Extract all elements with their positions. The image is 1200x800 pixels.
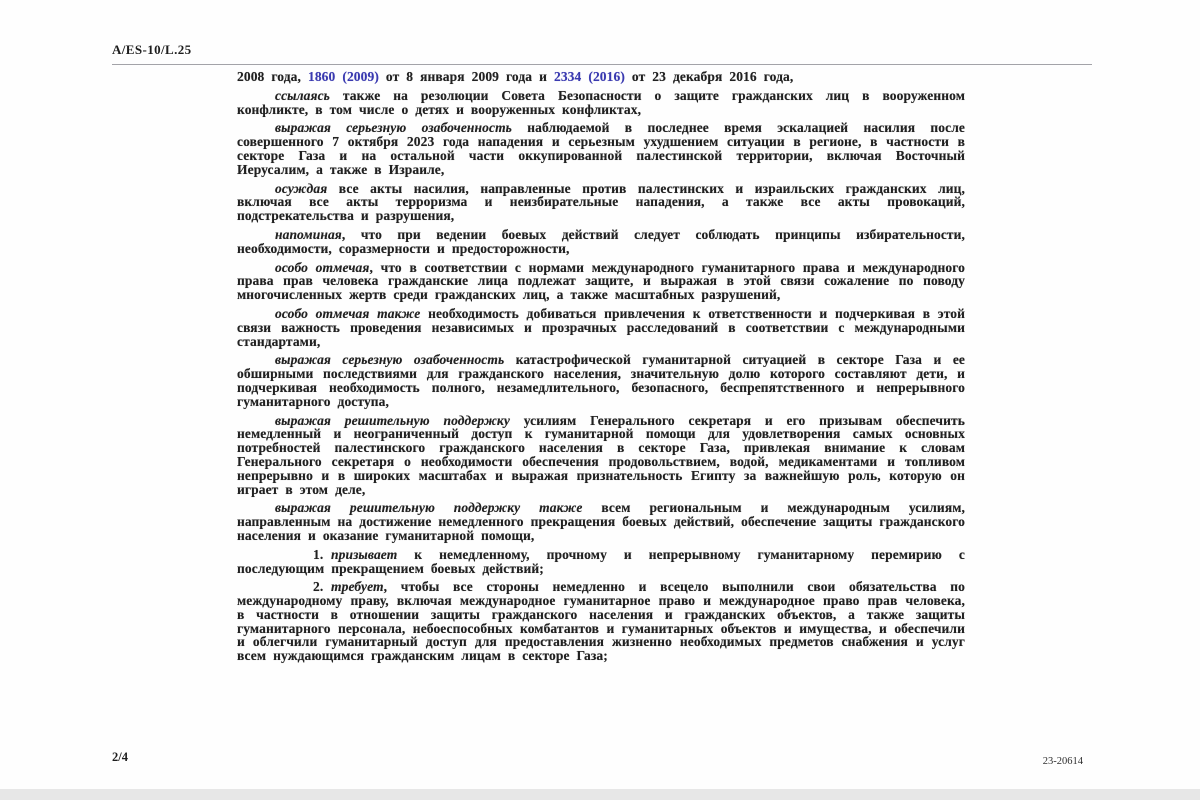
resolution-link[interactable]: 2334 (2016): [553, 70, 625, 84]
document-body: [237, 70, 965, 750]
body-text: от 23 декабря 2016 года,: [624, 70, 794, 84]
body-text: катастрофической гуманитарной ситуацией в секторе Газа и ее обширными последствиями для гражданского населения, значительную долю которого составляют дети, и подчеркивая необходимость полного, незамедлительного, безопасного, беспрепятственного и непрерывного гуманитарного доступа,: [237, 352, 965, 409]
paragraph: [237, 501, 965, 542]
emphasis-text: выражая серьезную озабоченность: [275, 120, 512, 136]
paragraph: [237, 89, 965, 117]
body-text: от 8 января 2009 года и: [378, 70, 554, 84]
job-number: 23-20614: [1042, 756, 1083, 767]
paragraph: [237, 261, 965, 302]
paragraph: [237, 70, 965, 84]
body-text: к немедленному, прочному и непрерывному гуманитарному перемирию с последующим прекращением боевых действий;: [237, 546, 965, 576]
page-number: 2/4: [112, 750, 128, 764]
paragraph: [237, 228, 965, 256]
emphasis-text: осуждая: [275, 180, 328, 196]
emphasis-text: особо отмечая: [275, 259, 370, 275]
emphasis-text: напоминая: [275, 226, 342, 242]
header-rule: [112, 64, 1092, 65]
document-symbol: A/ES-10/L.25: [112, 42, 192, 57]
emphasis-text: выражая решительную поддержку: [275, 412, 510, 428]
resolution-link[interactable]: 1860 (2009): [307, 70, 379, 84]
paragraph: [237, 414, 965, 497]
body-text: все акты насилия, направленные против палестинских и израильских гражданских лиц, включая все акты терроризма и неизбирательные нападения, а также все акты провокаций, подстрекательства и разрушения,: [237, 180, 965, 224]
body-text: усилиям Генерального секретаря и его призывам обеспечить немедленный и неограниченный доступ к гуманитарной помощи для удовлетворения самых основных потребностей палестинского гражданского населения в секторе Газа, привлекая внимание к словам Генерального секретаря о необходимости обеспечения продовольствием, водой, медикаментами и топливом непрерывно и в широких масштабах и выражая признательность Египту за важнейшую роль, которую он играет в этом деле,: [237, 412, 965, 497]
body-text: 2008 года,: [237, 70, 308, 84]
paragraph-number: 2.: [313, 579, 324, 595]
paragraph: [237, 307, 965, 348]
paragraph: [237, 548, 965, 576]
body-text: , что при ведении боевых действий следует соблюдать принципы избирательности, необходимости, соразмерности и предосторожности,: [237, 226, 965, 256]
body-text: , чтобы все стороны немедленно и всецело выполнили свои обязательства по международному праву, включая международное гуманитарное право и международное право прав человека, в частности в отношении защиты гражданского населения и гражданских объектов, а также защиты гуманитарного персонала, небоеспособных комбатантов и гуманитарных объектов и имущества, и обеспечили и облегчили гуманитарный доступ для предоставления жизненно необходимых предметов снабжения и услуг всем нуждающимся гражданским лицам в секторе Газа;: [237, 579, 965, 664]
paragraph: [237, 580, 965, 663]
emphasis-text: выражая серьезную озабоченность: [275, 352, 505, 368]
emphasis-text: требует: [331, 579, 384, 595]
body-text: также на резолюции Совета Безопасности о защите гражданских лиц в вооруженном конфликте, в том числе о детях и вооруженных конфликтах,: [237, 87, 965, 117]
emphasis-text: ссылаясь: [275, 87, 330, 103]
paragraph: [237, 353, 965, 408]
body-text: всем региональным и международным усилиям, направленным на достижение немедленного прекращения боевых действий, обеспечение защиты гражданского населения и оказание гуманитарной помощи,: [237, 500, 965, 543]
emphasis-text: выражая решительную поддержку также: [275, 500, 583, 516]
paragraph-number: 1.: [313, 546, 324, 562]
scan-edge: [0, 789, 1200, 800]
body-text: , что в соответствии с нормами международного гуманитарного права и международного права прав человека гражданские лица подлежат защите, и выражая в этой связи сожаление по поводу многочисленных жертв среди гражданских лиц, а также масштабных разрушений,: [237, 259, 965, 303]
paragraph: [237, 182, 965, 223]
paragraph: [237, 121, 965, 176]
body-text: наблюдаемой в последнее время эскалацией насилия после совершенного 7 октября 2023 года нападения и серьезным ухудшением ситуации в регионе, в частности в секторе Газа и на остальной части оккупированной палестинской территории, включая Восточный Иерусалим, а также в Израиле,: [237, 120, 965, 177]
emphasis-text: призывает: [331, 546, 398, 562]
body-text: необходимость добиваться привлечения к ответственности и подчеркивая в этой связи важность проведения независимых и прозрачных расследований в соответствии с международными стандартами,: [237, 305, 965, 349]
emphasis-text: особо отмечая также: [275, 305, 421, 321]
